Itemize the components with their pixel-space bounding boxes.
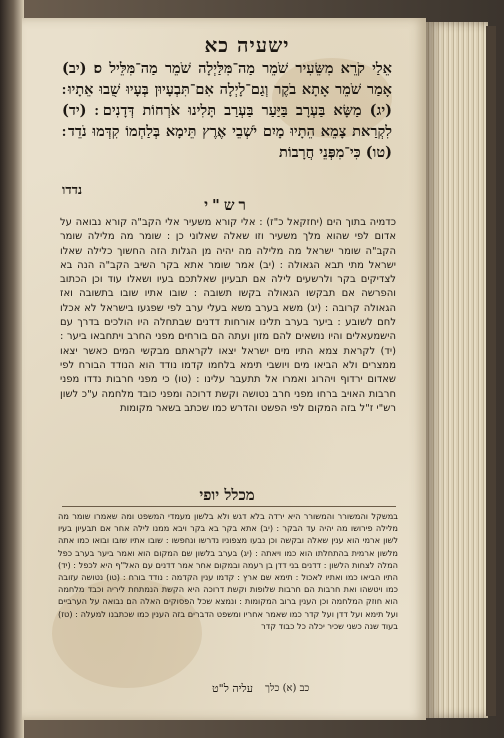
page-footer (212, 682, 412, 695)
rashi-heading: רש"י (204, 196, 250, 214)
back-cover-edge (486, 26, 496, 716)
book-page (22, 18, 426, 720)
verse-text: אֵלַי קֹרֵא מִשֵּׂעִיר שֹׁמֵר מַה־מִּלַּיְלָה שֹׁמֵר מַה־מִּלֵּיל ס׃ (יב) אָמַר שֹׁמֵר אָתָא בֹקֶר וְגַם־לָיְלָה אִם־תִּבְעָיוּן בְּעָיוּ שֻׁבוּ אֵתָיוּ ׃ (יג) מַשָּׂא בַּעְרָב בַּיַּעַר בַּעְרַב תָּלִינוּ אֹרְחוֹת דְּדָנִים ׃ (יד) לִקְרַאת צָמֵא הֵתָיוּ מָיִם יֹשְׁבֵי אֶרֶץ תֵּימָא בְּלַחְמוֹ קִדְּמוּ נֹדֵד ׃ (טו) כִּי־מִפְּנֵי חֲרָבוֹת (62, 60, 392, 161)
page-edges (426, 22, 488, 718)
michlal-yofi-commentary: במשקל והמשורר והמשורר היא ירדה בלא דגש ולא בלשון מעמדי המשפט ומה שאמרו שומר מה מלילה פירושו מה יהיה עד הבקר : (יב) אתא בקר בא בקר ויבא ממנו לילה אחר אם תבעיון בעיו לשון ארמי הוא ענין שאלה ובקשה וכן נבעו מצפוניו נדרשו ונחפשו : שובו אתיו שובו ובואו כמו אתה מלשון ארמית בהתחלתו הוא כמו ויאתה : (יג) בערב בלשון שם המקום הוא ואמר ביער בערב כפל המלה לצחות הלשון : דדנים בני דדן בן רעמה ובמקום אחר אמר דדנים עם האל"ף היא לכפל : (יד) התיו הביאו כמו ואתיו לאכול : תימא שם ארץ : קדמו ענין הקדמה : נודד בורח : (טו) נטושה עזובה כמו ויטשהו ואת חרבות הם חרבות שלופות וקשת דרוכה היא הקשת הנמתחת ליריה וכבד מלחמה הוא חוזק המלחמה וכן הענין ברוב המקומות : ונמצא שכל הפסוקים האלה הם נבואה על הערביים ועל תימא ועל דדן ועל קדר כמו שאמר אחריו ומשפט הדברים בזה הענין כמו שכתבנו למעלה : (טז) בעוד שנה כשני שכיר יכלה כל כבוד קדר (58, 511, 398, 631)
signature-mark: עליה ל"ט (212, 682, 253, 695)
verse-tail: נדדו (62, 183, 83, 198)
rashi-commentary: כדמיה בתוך הים (יחזקאל כ"ז) : אלי קורא משעיר אלי הקב"ה קורא נבואה על אדום לפי שהוא מלך משעיר וזו שאלה שאלוני כן : שומר מה מלילה שומר הקב"ה שומר ישראל מה מלילה מה יהיה מן הגלות הזה החשוך כלילה שאלו ישראל מתי תבא הגאולה : (יב) אמר שומר אתא בקר השיב הקב"ה הנה בא לצדיקים בקר ולרשעים לילה אם תבעיון שאלתכם בעיו ושאלו עוד וכן הכתוב והפרשה אם תבקשו הגאולה בקשו תשובה : שובו אתיו שובו בתשובה ואז הגאולה קרובה : (יג) משא בערב משא בעלי ערב לפי שפגעו בישראל לא אכלו לחם לשובע : ביער בערב תלינו אורחות דדנים שבתחלה היו הולכים בדרך עם הישמעאלים והיו נושאים להם מזון ועתה הם בורחים מפני החרב ויתחבאו ביער : (יד) לקראת צמא התיו מים ישראל יצאו לקראתם מבקשי המים כאשר יצאו ממצרים ולא הביאו מים ויושבי תימא בלחמו קדמו נודד הוא הנודד הבורח לפי שאדום ירדוף ויהרוג ואמרו אל תתעבר עלינו : (טו) כי מפני חרבות נדדו מפני חרבות האויב ברחו מפני חרב נטושה וקשת דרוכה ומפני כובד מלחמה ע"כ לשון רש"י ז"ל בזה המקום לפי הפשט והדרש כמו שכתב בשאר מקומות (60, 217, 396, 414)
catchword: כב (א) כלך (264, 683, 310, 694)
section-divider (62, 506, 396, 507)
book-spine (0, 0, 24, 738)
running-title: ישעיה כא (204, 32, 290, 57)
michlal-yofi-heading: מכלל יופי (199, 486, 255, 504)
